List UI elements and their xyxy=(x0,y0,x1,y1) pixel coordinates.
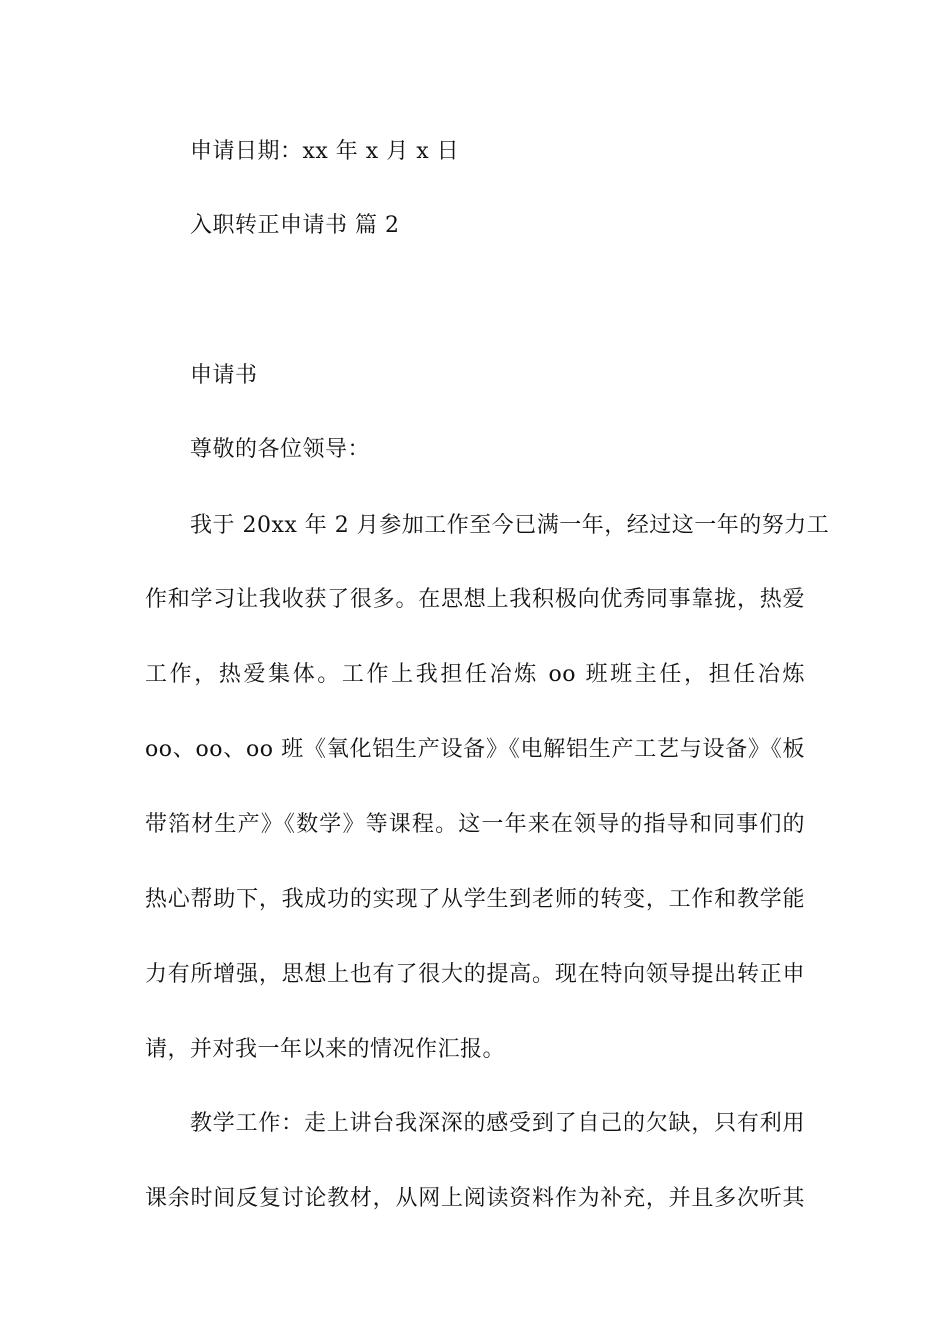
application-date: 申请日期：xx 年 x 月 x 日 xyxy=(190,139,460,164)
paragraph-line: 力有所增强，思想上也有了很大的提高。现在特向领导提出转正申 xyxy=(145,962,805,987)
paragraph-line: 带箔材生产》《数学》等课程。这一年来在领导的指导和同事们的 xyxy=(145,812,805,837)
paragraph-line: 请，并对我一年以来的情况作汇报。 xyxy=(145,1037,506,1062)
paragraph-line: oo、oo、oo 班《氧化铝生产设备》《电解铝生产工艺与设备》《板 xyxy=(145,737,805,762)
paragraph-line: 课余时间反复讨论教材，从网上阅读资料作为补充，并且多次听其 xyxy=(145,1186,805,1211)
paragraph-line: 热心帮助下，我成功的实现了从学生到老师的转变，工作和教学能 xyxy=(145,887,805,912)
letter-heading: 申请书 xyxy=(190,363,258,388)
paragraph-line: 教学工作：走上讲台我深深的感受到了自己的欠缺，只有利用 xyxy=(190,1111,805,1136)
paragraph-line: 我于 20xx 年 2 月参加工作至今已满一年，经过这一年的努力工 xyxy=(190,513,830,538)
salutation: 尊敬的各位领导： xyxy=(190,437,371,462)
paragraph-line: 工作，热爱集体。工作上我担任冶炼 oo 班班主任，担任冶炼 xyxy=(145,662,805,687)
section-title: 入职转正申请书 篇 2 xyxy=(190,213,400,238)
paragraph-line: 作和学习让我收获了很多。在思想上我积极向优秀同事靠拢，热爱 xyxy=(145,587,805,612)
